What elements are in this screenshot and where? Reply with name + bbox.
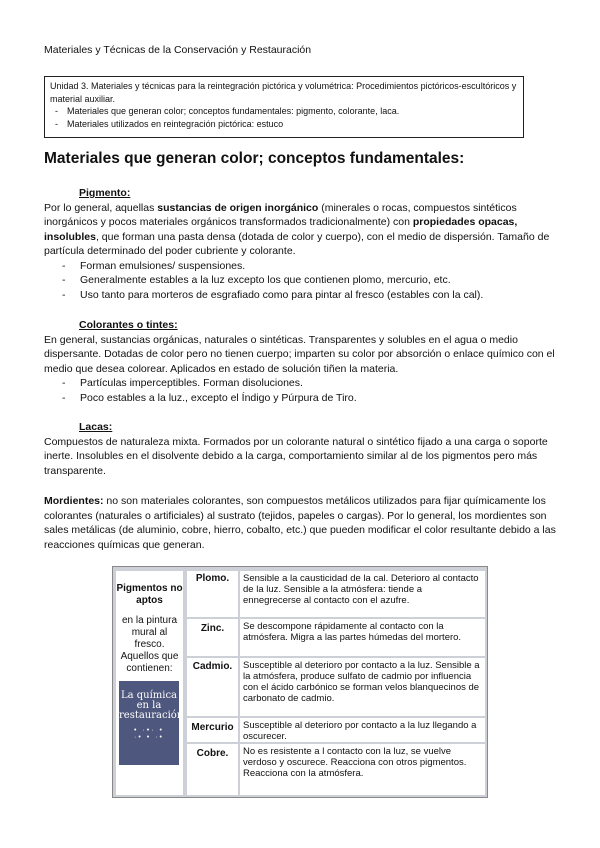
molecule-graphic: • ·•· • ·• • ·• bbox=[134, 727, 164, 741]
left-title: Pigmentos no aptos bbox=[116, 583, 183, 606]
text-run: (minerales o rocas, compuestos sintéticos inorgánicos y pocos materiales orgánicos transformados tradicionalmente) con bbox=[44, 201, 517, 228]
table-row-desc: Sensible a la causticidad de la cal. Deterioro al contacto de la luz. Sensible a la atmósfera: tiende a ennegrecerse al contacto con el azufre. bbox=[240, 571, 485, 617]
lacas-text: Compuestos de naturaleza mixta. Formados por un colorante natural o sintético fijado a una carga o soporte inerte. Insolubles en el disolvente debido a la carga, comportamiento similar al de los pigmentos pero más transparente. bbox=[44, 435, 548, 477]
colorantes-section bbox=[44, 318, 560, 405]
unit-summary-box bbox=[44, 76, 524, 138]
colorantes-heading: Colorantes o tintes: bbox=[79, 319, 178, 331]
book-cover-image bbox=[119, 681, 184, 765]
pigmento-section bbox=[44, 186, 560, 302]
lacas-section bbox=[44, 420, 560, 478]
table-row-name: Mercurio bbox=[187, 718, 238, 742]
bold-run: propiedades opacas, insolubles bbox=[44, 216, 518, 243]
colorantes-text: En general, sustancias orgánicas, naturales o sintéticas. Transparentes y solubles en el agua o medio dispersante. Dotadas de color pero no tienen cuerpo; imparten su color por absorción o enlace químico con el medio que desea colorear. Aplicados en estado de solución tiñen la materia. bbox=[44, 333, 555, 375]
page-header: Materiales y Técnicas de la Conservación y Restauración bbox=[44, 44, 312, 56]
table-row-desc: Susceptible al deterioro por contacto a la luz llegando a oscurecer. bbox=[240, 718, 485, 742]
list-item: - Poco estables a la luz., excepto el Índigo y Púrpura de Tiro. bbox=[44, 391, 560, 406]
mordientes-lead: Mordientes: bbox=[44, 495, 104, 507]
colorantes-list bbox=[44, 376, 560, 405]
table-row-name: Zinc. bbox=[187, 619, 238, 656]
pigmento-heading: Pigmento: bbox=[79, 187, 131, 199]
table-row-name: Plomo. bbox=[187, 571, 238, 617]
bold-run: sustancias de origen inorgánico bbox=[157, 201, 319, 214]
pigmento-list bbox=[44, 259, 560, 303]
mordientes-text bbox=[44, 494, 560, 552]
pigments-table bbox=[112, 566, 488, 798]
table-row-desc: Susceptible al deterioro por contacto a la luz. Sensible a la atmósfera, produce sulfato de cadmio por influencia con el ácido carbónico se forman velos blanquecinos de carbonato de cadmio. bbox=[240, 658, 485, 716]
text-run: , que forman una pasta densa (dotada de color y cuerpo), con el medio de dispersión. Tamaño de partícula determinado del poder cubriente y colorante. bbox=[44, 230, 550, 257]
table-row-desc: Se descompone rápidamente al contacto con la atmósfera. Migra a las partes húmedas del mortero. bbox=[240, 619, 485, 656]
pigmento-text bbox=[44, 201, 560, 259]
left-text: en la pintura mural al fresco. Aquellos que contienen: bbox=[120, 615, 179, 674]
unit-item: - Materiales utilizados en reintegración pictórica: estuco bbox=[50, 118, 518, 131]
table-row-name: Cobre. bbox=[187, 744, 238, 795]
section-title: Materiales que generan color; conceptos fundamentales: bbox=[44, 150, 465, 167]
list-item: - Generalmente estables a la luz excepto los que contienen plomo, mercurio, etc. bbox=[44, 273, 560, 288]
text-run: Por lo general, aquellas bbox=[44, 201, 155, 214]
table-row-desc: No es resistente a l contacto con la luz, se vuelve verdoso y oscurece. Reacciona con otros pigmentos. Reacciona con la atmósfera. bbox=[240, 744, 485, 795]
lacas-heading: Lacas: bbox=[79, 421, 113, 433]
table-row-name: Cadmio. bbox=[187, 658, 238, 716]
unit-item: - Materiales que generan color; conceptos fundamentales: pigmento, colorante, laca. bbox=[50, 105, 518, 118]
list-item: - Forman emulsiones/ suspensiones. bbox=[44, 259, 560, 274]
unit-items bbox=[50, 105, 518, 130]
list-item: - Partículas imperceptibles. Forman disoluciones. bbox=[44, 376, 560, 391]
unit-title: Unidad 3. Materiales y técnicas para la reintegración pictórica y volumétrica: Procedimientos pictóricos-escultóricos y material auxiliar. bbox=[50, 81, 517, 104]
text-run: no son materiales colorantes, son compuestos metálicos utilizados para fijar químicamente los colorantes (naturales o artificiales) al sustrato (tejidos, papeles o cargas). Por lo general, los mordientes son sales metálicas (de aluminio, cobre, hierro, cobalto, etc.) que pueden modificar el color resultante debido a las reacciones químicas que generan. bbox=[44, 495, 556, 551]
mordientes-section bbox=[44, 494, 560, 552]
list-item: - Uso tanto para morteros de esgrafiado como para pintar al fresco (estables con la cal). bbox=[44, 288, 560, 303]
table-left-column bbox=[116, 571, 183, 795]
book-title: La química en la restauración bbox=[119, 690, 184, 721]
